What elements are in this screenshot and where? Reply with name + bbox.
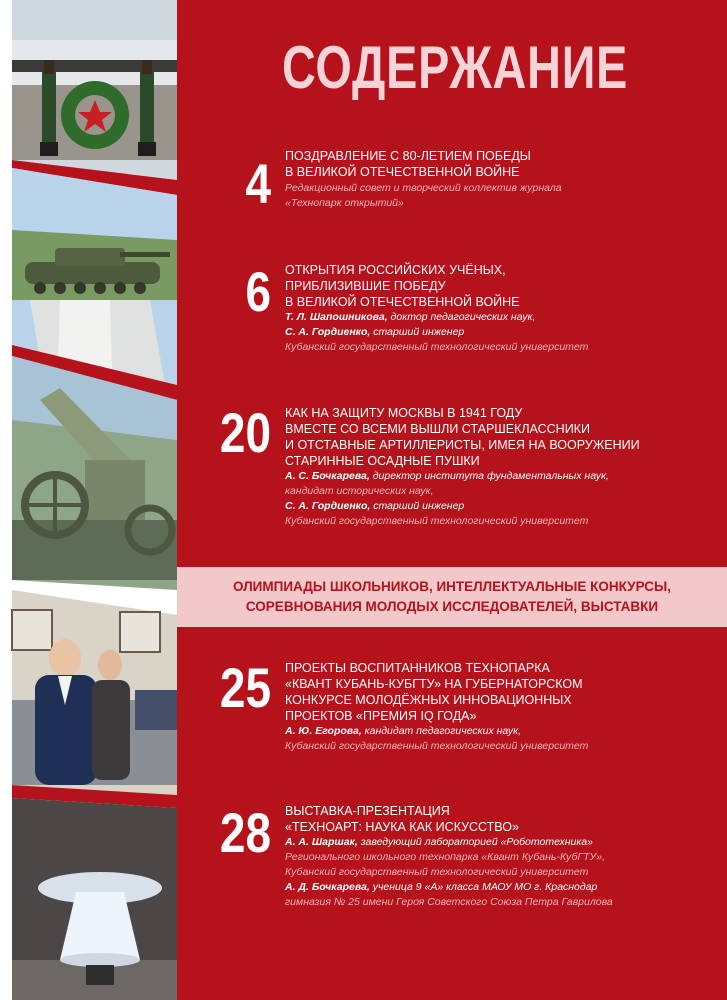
entry-heading: ВЫСТАВКА-ПРЕЗЕНТАЦИЯ «ТЕХНОАРТ: НАУКА КАК ИСКУССТВО»	[285, 804, 519, 834]
entry-affiliation: Кубанский государственный технологический университет	[285, 740, 589, 752]
page-number: 6	[245, 260, 271, 323]
entry-heading: ПРОЕКТЫ ВОСПИТАННИКОВ ТЕХНОПАРКА «КВАНТ КУБАНЬ-КУБГТУ» НА ГУБЕРНАТОРСКОМ КОНКУРСЕ МОЛОДЁЖНЫХ ИННОВАЦИОННЫХ ПРОЕКТОВ «ПРЕМИЯ IQ ГОДА»	[285, 661, 583, 723]
entry-text	[285, 660, 715, 754]
entry-author-degree: кандидат исторических наук,	[285, 485, 434, 497]
entry-affiliation: Регионального школьного технопарка «Квант Кубань-КубГТУ», Кубанский государственный технологический университет	[285, 851, 605, 878]
entry-text	[285, 803, 715, 910]
entry-text	[285, 262, 715, 355]
photo-strip	[0, 0, 177, 1000]
page-number: 25	[219, 656, 271, 719]
entry-affiliation: Редакционный совет и творческий коллектив журнала «Технопарк открытий»	[285, 182, 562, 209]
section-banner-title: ОЛИМПИАДЫ ШКОЛЬНИКОВ, ИНТЕЛЛЕКТУАЛЬНЫЕ КОНКУРСЫ, СОРЕВНОВАНИЯ МОЛОДЫХ ИССЛЕДОВАТЕЛЕЙ, ВЫСТАВКИ	[233, 579, 671, 614]
entry-author: С. А. Гордиенко, старший инженер	[285, 500, 465, 512]
entry-heading: КАК НА ЗАЩИТУ МОСКВЫ В 1941 ГОДУ ВМЕСТЕ СО ВСЕМИ ВЫШЛИ СТАРШЕКЛАССНИКИ И ОТСТАВНЫЕ АРТИЛЛЕРИСТЫ, ИМЕЯ НА ВООРУЖЕНИИ СТАРИННЫЕ ОСАДНЫЕ ПУШКИ	[285, 406, 640, 468]
entry-text	[285, 148, 715, 211]
photo-exhibition	[12, 590, 177, 795]
section-banner	[177, 567, 727, 627]
page-number: 4	[245, 152, 271, 215]
photo-honor-guard	[12, 0, 177, 180]
page-number: 20	[219, 401, 271, 464]
entry-heading: ПОЗДРАВЛЕНИЕ С 80-ЛЕТИЕМ ПОБЕДЫ В ВЕЛИКОЙ ОТЕЧЕСТВЕННОЙ ВОЙНЕ	[285, 149, 531, 179]
page-number: 28	[219, 801, 271, 864]
entry-affiliation: гимназия № 25 имени Героя Советского Союза Петра Гаврилова	[285, 896, 613, 908]
entry-author: А. А. Шаршак, заведующий лабораторией «Робототехника»	[285, 836, 593, 848]
entry-author: А. Д. Бочкарева, ученица 9 «А» класса МАОУ МО г. Краснодар	[285, 881, 598, 893]
entry-author: Т. Л. Шапошникова, доктор педагогических наук,	[285, 311, 536, 323]
entry-author: А. С. Бочкарева, директор института фундаментальных наук,	[285, 470, 609, 482]
page-title: СОДЕРЖАНИЕ	[282, 34, 629, 101]
entry-text	[285, 405, 715, 529]
photo-lamp-exhibit	[12, 798, 177, 1000]
entry-affiliation: Кубанский государственный технологический университет	[285, 341, 589, 353]
entry-author: А. Ю. Егорова, кандидат педагогических наук,	[285, 725, 522, 737]
entry-author: С. А. Гордиенко, старший инженер	[285, 326, 465, 338]
entry-affiliation: Кубанский государственный технологический университет	[285, 515, 589, 527]
entry-heading: ОТКРЫТИЯ РОССИЙСКИХ УЧЁНЫХ, ПРИБЛИЗИВШИЕ ПОБЕДУ В ВЕЛИКОЙ ОТЕЧЕСТВЕННОЙ ВОЙНЕ	[285, 263, 520, 309]
